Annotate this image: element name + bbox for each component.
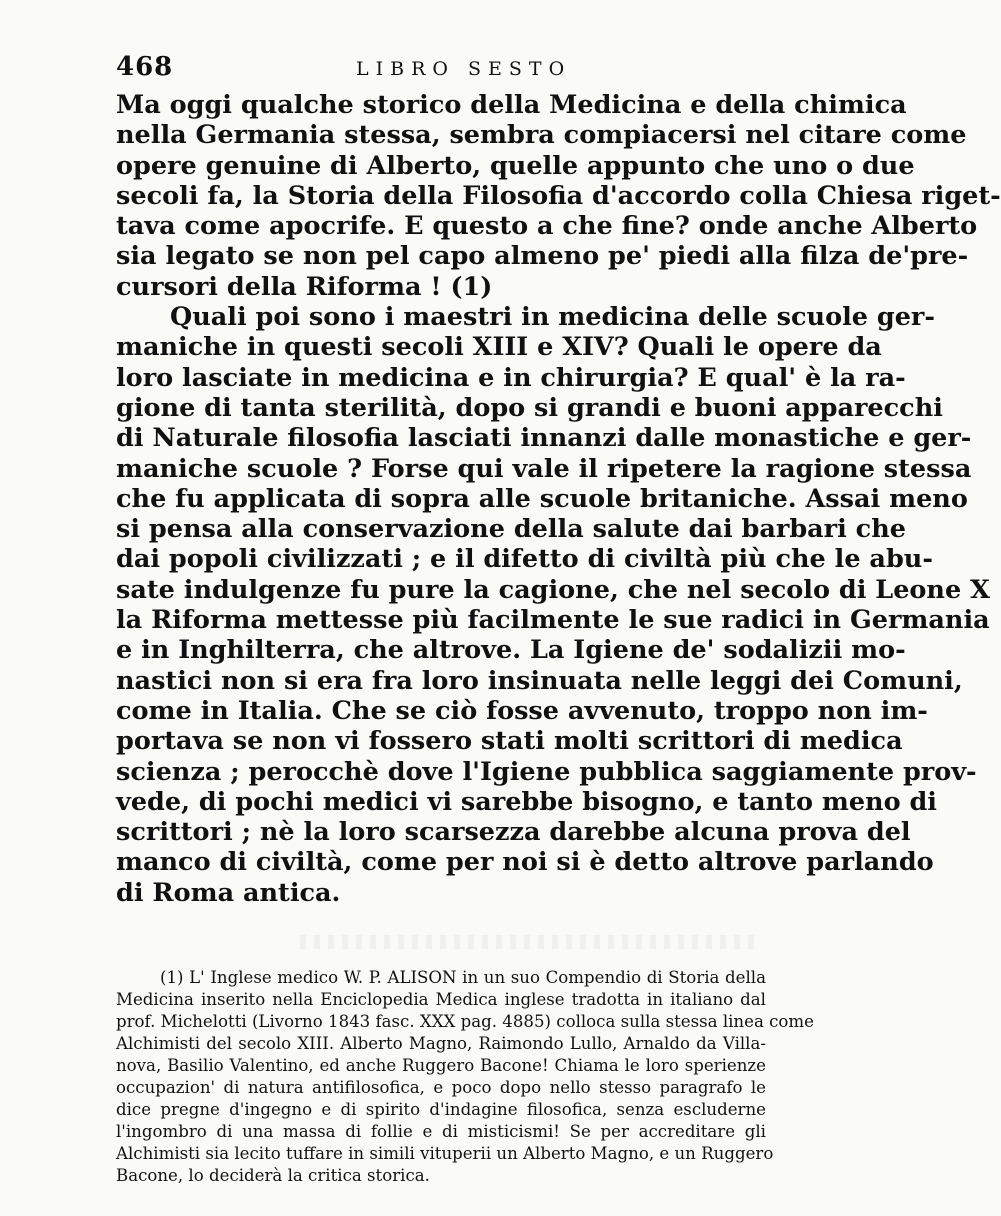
main-text [116,90,1001,908]
text-line: gione di tanta sterilità, dopo si grandi e buoni apparecchi [116,392,943,423]
text-line: opere genuine di Alberto, quelle appunto che uno o due [116,150,915,181]
page-header [116,52,766,92]
footnote-line: l'ingombro di una massa di follie e di misticismi! Se per accreditare gli [116,1122,766,1141]
text-line: la Riforma mettesse più facilmente le sue radici in Germania [116,605,990,636]
show-through-ink [300,935,760,949]
text-line: scienza ; perocchè dove l'Igiene pubblica saggiamente prov- [116,756,977,787]
text-line: secoli fa, la Storia della Filosofia d'accordo colla Chiesa riget- [116,180,1001,211]
footnote-line: prof. Michelotti (Livorno 1843 fasc. XXX pag. 4885) colloca sulla stessa linea come [116,1012,814,1031]
text-line: di Naturale filosofia lasciati innanzi dalle monastiche e ger- [116,423,972,454]
text-line: maniche in questi secoli XIII e XIV? Quali le opere da [116,332,882,363]
text-line: scrittori ; nè la loro scarsezza darebbe alcuna prova del [116,817,911,848]
text-line: e in Inghilterra, che altrove. La Igiene de' sodalizii mo- [116,635,906,666]
footnote-line: Bacone, lo deciderà la critica storica. [116,1166,430,1185]
text-line: dai popoli civilizzati ; e il difetto di civiltà più che le abu- [116,544,933,575]
text-line: portava se non vi fossero stati molti scrittori di medica [116,726,903,757]
text-line: di Roma antica. [116,877,341,908]
footnote-line: nova, Basilio Valentino, ed anche Ruggero Bacone! Chiama le loro sperienze [116,1056,766,1075]
footnote-line: Medicina inserito nella Enciclopedia Medica inglese tradotta in italiano dal [116,990,766,1009]
text-line: si pensa alla conservazione della salute dai barbari che [116,514,906,545]
text-line: cursori della Riforma ! (1) [116,271,493,302]
text-line: maniche scuole ? Forse qui vale il ripetere la ragione stessa [116,453,972,484]
text-line: sate indulgenze fu pure la cagione, che nel secolo di Leone X [116,574,990,605]
footnote [116,967,814,1187]
footnote-line: (1) L' Inglese medico W. P. ALISON in un suo Compendio di Storia della [160,968,766,987]
running-head: LIBRO SESTO [356,58,572,80]
footnote-line: Alchimisti del secolo XIII. Alberto Magno, Raimondo Lullo, Arnaldo da Villa- [116,1034,766,1053]
text-line: nella Germania stessa, sembra compiacersi nel citare come [116,120,967,151]
text-line: tava come apocrife. E questo a che fine? onde anche Alberto [116,211,978,242]
text-line: nastici non si era fra loro insinuata nelle leggi dei Comuni, [116,665,963,696]
page-number: 468 [116,52,174,82]
text-line: Ma oggi qualche storico della Medicina e della chimica [116,90,907,120]
text-line: loro lasciate in medicina e in chirurgia? E qual' è la ra- [116,362,906,393]
text-line: sia legato se non pel capo almeno pe' piedi alla filza de'pre- [116,241,969,272]
footnote-line: dice pregne d'ingegno e di spirito d'indagine filosofica, senza escluderne [116,1100,766,1119]
text-line: come in Italia. Che se ciò fosse avvenuto, troppo non im- [116,695,928,726]
text-line: vede, di pochi medici vi sarebbe bisogno, e tanto meno di [116,786,937,817]
footnote-line: Alchimisti sia lecito tuffare in simili vituperii un Alberto Magno, e un Ruggero [116,1144,774,1163]
text-line: manco di civiltà, come per noi si è detto altrove parlando [116,847,934,878]
text-line: che fu applicata di sopra alle scuole britaniche. Assai meno [116,483,968,514]
footnote-line: occupazion' di natura antifilosofica, e poco dopo nello stesso paragrafo le [116,1078,766,1097]
text-line: Quali poi sono i maestri in medicina delle scuole ger- [170,302,935,333]
